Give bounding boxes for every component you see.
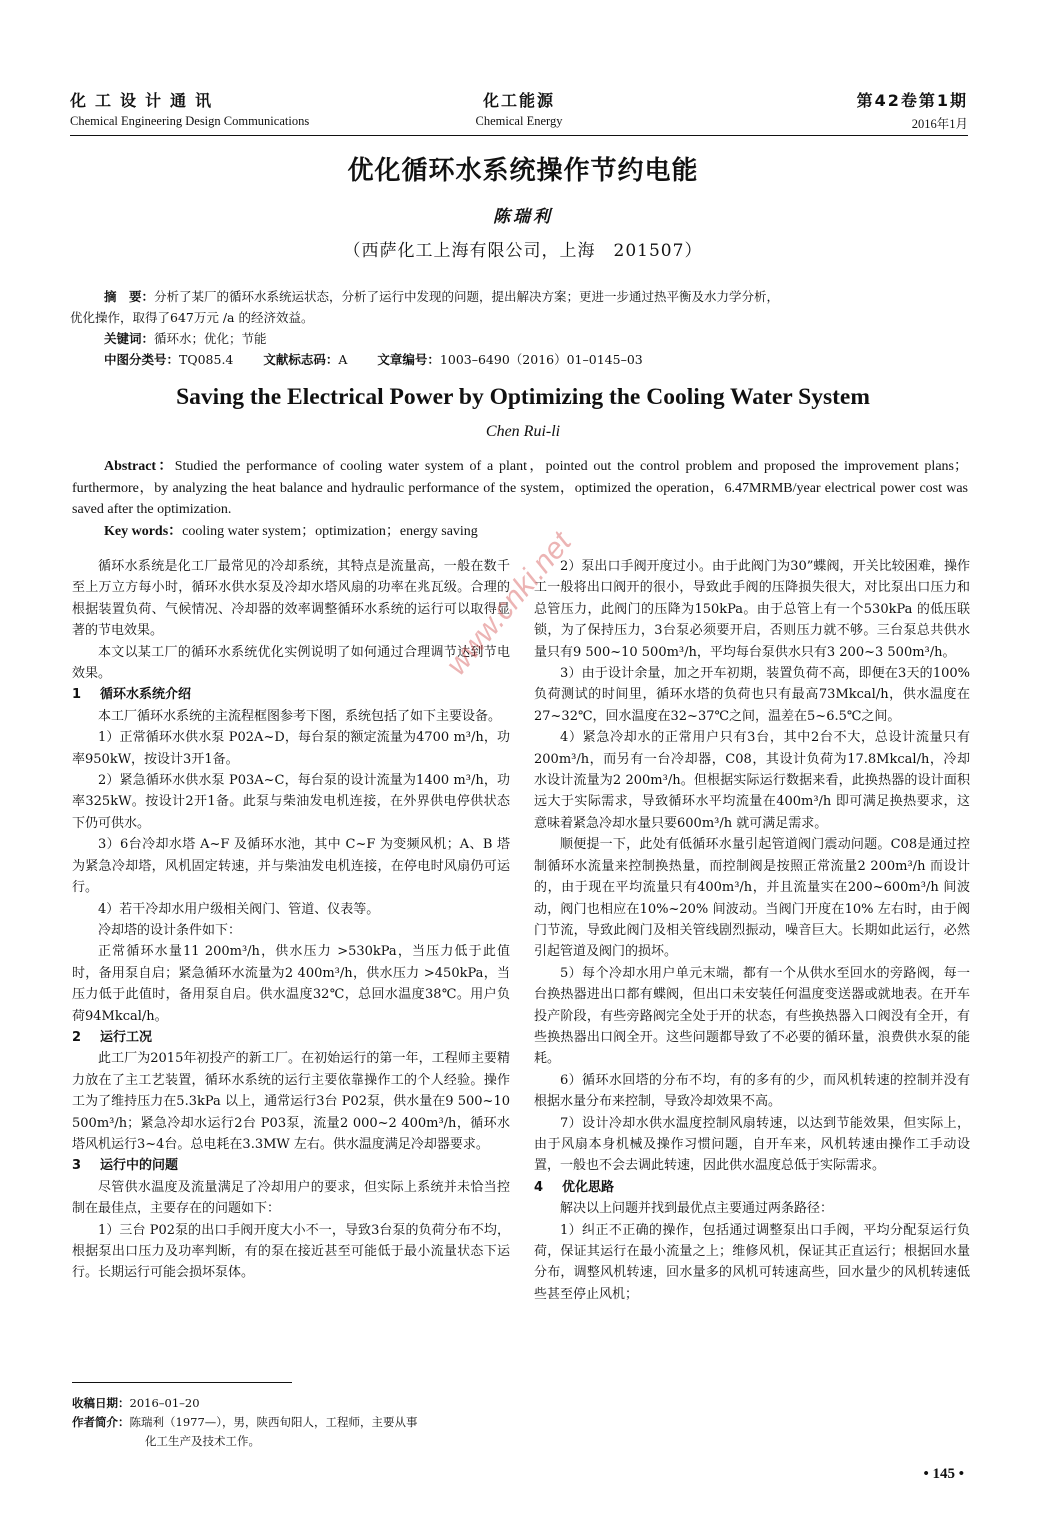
paragraph: 顺便提一下，此处有低循环水量引起管道阀门震动问题。C08是通过控制循环水流量来控制换热量，而控制阀是按照正常流量2 200m³/h 而设计的，由于现在平均流量只有400m³/h，并且流量实在200~600m³/h 间波动，阀门也相应在10%~20% 间波动。当阀门开度在10% 左右时，由于阀门节流，导致此阀门及相关管线剧烈振动，噪音巨大。长期如此运行，必然引起管道及阀门的损坏。 (534, 837, 970, 960)
paragraph: 此工厂为2015年初投产的新工厂。在初始运行的第一年，工程师主要精力放在了主工艺装置，循环水系统的运行主要依靠操作工的个人经验。操作工为了维持压力在5.3kPa 以上，通常运行3台 P02泵，供水量在9 500~10 500m³/h；紧急冷却水运行2台 P03泵，流量2 000~2 400m³/h，循环水塔风机运行3~4台。总电耗在3.3MW 左右。供水温度满足冷却器要求。 (72, 1051, 510, 1152)
body-column-right (534, 556, 970, 1305)
header-divider (70, 135, 968, 136)
abstract-cn-text1: 分析了某厂的循环水系统运状态，分析了运行中发现的问题，提出解决方案；更进一步通过热平衡及水力学分析， (154, 289, 780, 304)
column-name-en: Chemical Energy (475, 114, 563, 128)
keywords-cn (70, 328, 968, 349)
keywords-cn-text: 循环水；优化；节能 (154, 331, 267, 346)
affiliation-cn: （西萨化工上海有限公司，上海 201507） (343, 241, 703, 261)
list-item: 1）纠正不正确的操作，包括通过调整泵出口手阀，平均分配泵运行负荷，保证其运行在最小流量之上；维修风机，保证其正直运行；根据回水量分布，调整风机转速，回水量多的风机可转速高些，回水量少的风机转速低些甚至停止风机； (534, 1222, 970, 1302)
article-no-value: 1003–6490（2016）01–0145–03 (439, 352, 643, 367)
keywords-en (72, 521, 968, 543)
page-number: • 145 • (923, 1466, 964, 1482)
section-heading-3: 3 运行中的问题 (72, 1158, 179, 1174)
paragraph: 冷却塔的设计条件如下： (98, 922, 242, 938)
footnote (72, 1394, 510, 1451)
issue-date: 2016年1月 (911, 117, 968, 131)
paragraph: 解决以上问题并找到最优点主要通过两条路径： (560, 1201, 834, 1217)
list-item: 7）设计冷却水供水温度控制风扇转速，以达到节能效果，但实际上，由于风扇本身机械及操作习惯问题，自开车来，风机转速由操作工手动设置，一般也不会去调此转速，因此供水温度总低于实际需求。 (534, 1115, 970, 1174)
abstract-en-label: Abstract： (104, 459, 175, 474)
paragraph: 本文以某工厂的循环水系统优化实例说明了如何通过合理调节达到节电效果。 (72, 644, 510, 682)
abstract-cn-line1 (70, 286, 968, 307)
list-item: 4）若干冷却水用户级相关阀门、管道、仪表等。 (98, 901, 380, 917)
received-date: 收稿日期：2016–01–20 (72, 1396, 200, 1410)
list-item: 6）循环水回塔的分布不均，有的多有的少，而风机转速的控制并没有根据水量分布来控制，导致冷却效果不高。 (534, 1072, 970, 1110)
journal-name-cn: 化工设计通讯 (70, 91, 221, 110)
list-item: 1）正常循环水供水泵 P02A~D，每台泵的额定流量为4700 m³/h，功率950kW，按设计3开1备。 (72, 730, 510, 767)
doc-code-value: A (338, 352, 348, 367)
paragraph: 本工厂循环水系统的主流程框图参考下图，系统包括了如下主要设备。 (98, 708, 502, 724)
list-item: 1）三台 P02泵的出口手阀开度大小不一，导致3台泵的负荷分布不均，根据泵出口压力及功率判断，有的泵在接近甚至可能低于最小流量状态下运行。长期运行可能会损坏泵体。 (72, 1222, 510, 1281)
body-column-left (72, 556, 510, 1284)
column-name-cn: 化工能源 (482, 91, 555, 110)
running-header (70, 88, 968, 138)
abstract-en (72, 456, 968, 542)
author-name-cn: 陈瑞利 (493, 207, 553, 227)
section-heading-2: 2 运行工况 (72, 1029, 153, 1045)
list-item: 5）每个冷却水用户单元末端，都有一个从供水至回水的旁路阀，每一台换热器进出口都有蝶阀，但出口未安装任何温度变送器或就地表。在开车投产阶段，有些旁路阀完全处于开的状态，有些换热器入口阀没有全开，有些换热器出口阀全开。这些问题都导致了不必要的循环量，浪费供水泵的能耗。 (534, 965, 970, 1067)
abstract-en-text: Studied the performance of cooling water system of a plant，pointed out the control problem and proposed the improvement plans；furthermore，by analyzing the heat balance and hydraulic performance of the system，optimized the operation，6.47MRMB/year electrical power cost was saved after the optimization. (72, 459, 968, 517)
author-bio-continued: 化工生产及技术工作。 (145, 1434, 260, 1448)
article-title-en: Saving the Electrical Power by Optimizing the Cooling Water System (176, 384, 870, 410)
issue-info (857, 88, 968, 132)
issue-volume: 第42卷第1期 (856, 91, 968, 110)
column-name (70, 88, 968, 129)
paragraph: 尽管供水温度及流量满足了冷却用户的要求，但实际上系统并未恰当控制在最佳点，主要存在的问题如下： (72, 1179, 510, 1217)
author-bio: 作者简介：陈瑞利（1977—），男，陕西旬阳人，工程师，主要从事 (72, 1415, 418, 1429)
section-heading-1: 1 循环水系统介绍 (72, 687, 192, 703)
clc-label: 中图分类号： (104, 352, 180, 367)
abstract-cn-line2: 优化操作，取得了647万元 /a 的经济效益。 (70, 310, 314, 325)
footnote-divider (72, 1382, 292, 1383)
journal-name-en: Chemical Engineering Design Communications (70, 114, 310, 128)
list-item: 3）6台冷却水塔 A~F 及循环水池，其中 C~F 为变频风机；A、B 塔为紧急冷却塔，风机固定转速，并与柴油发电机连接，在停电时风扇仍可运行。 (72, 837, 510, 896)
keywords-en-text: cooling water system；optimization；energy saving (182, 523, 478, 539)
keywords-en-label: Key words： (104, 523, 183, 539)
classification-row (70, 349, 968, 370)
clc-value: TQ085.4 (179, 352, 234, 367)
list-item: 3）由于设计余量，加之开车初期，装置负荷不高，即便在3天的100% 负荷测试的时间里，循环水塔的负荷也只有最高73Mkcal/h，供水温度在27~32℃，回水温度在32~37℃之间，温差在5~6.5℃之间。 (534, 666, 970, 724)
article-title-cn: 优化循环水系统操作节约电能 (347, 156, 699, 186)
abstract-en-paragraph (72, 456, 968, 521)
author-name-en: Chen Rui-li (485, 423, 561, 440)
list-item: 4）紧急冷却水的正常用户只有3台，其中2台不大，总设计流量只有200m³/h，而另有一台冷却器，C08，其设计负荷为17.8Mkcal/h，冷却水设计流量为2 200m³/h。但根据实际运行数据来看，此换热器的设计面积远大于实际需求，导致循环水平均流量在400m³/h 即可满足换热要求，这意味着紧急冷却水量只要600m³/h 就可满足需求。 (534, 730, 970, 831)
list-item: 2）紧急循环水供水泵 P03A~C，每台泵的设计流量为1400 m³/h，功率325kW。按设计2开1备。此泵与柴油发电机连接，在外界供电停供状态下仍可供水。 (72, 773, 510, 831)
watermark: www.cnki.net (440, 525, 578, 682)
article-no-label: 文章编号： (377, 352, 440, 367)
abstract-cn-label: 摘 要： (104, 289, 155, 304)
paragraph: 循环水系统是化工厂最常见的冷却系统，其特点是流量高，一般在数千至上万立方每小时，循环水供水泵及冷却水塔风扇的功率在兆瓦级。合理的根据装置负荷、气候情况、冷却器的效率调整循环水系统的运行可以取得显著的节电效果。 (72, 559, 510, 639)
abstract-cn (70, 286, 968, 370)
paragraph: 正常循环水量11 200m³/h，供水压力 >530kPa，当压力低于此值时，备用泵自启；紧急循环水流量为2 400m³/h，供水压力 >450kPa，当压力低于此值时，备用泵自启。供水温度32℃，总回水温度38℃。用户负荷94Mkcal/h。 (72, 944, 510, 1024)
keywords-cn-label: 关键词： (104, 331, 155, 346)
section-heading-4: 4 优化思路 (534, 1179, 615, 1195)
doc-code-label: 文献标志码： (263, 352, 339, 367)
list-item: 2）泵出口手阀开度过小。由于此阀门为30”蝶阀，开关比较困难，操作工一般将出口阀开的很小，导致此手阀的压降损失很大，对比泵出口压力和总管压力，此阀门的压降为150kPa。由于总管上有一个530kPa 的低压联锁，为了保持压力，3台泵必须要开启，否则压力就不够。三台泵总共供水量只有9 500~10 500m³/h，平均每台泵供水只有3 200~3 500m³/h。 (534, 559, 970, 660)
